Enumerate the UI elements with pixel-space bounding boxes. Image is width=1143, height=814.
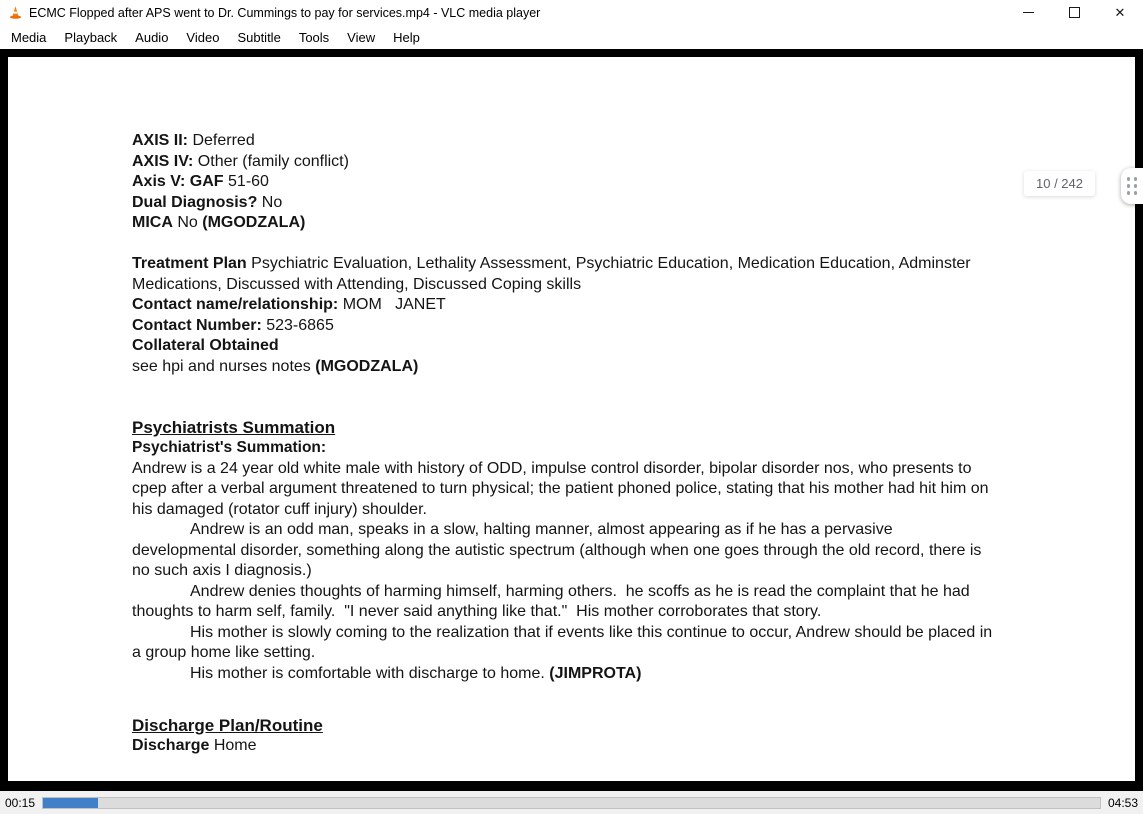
summation-paragraph: His mother is comfortable with discharge to home. (JIMPROTA) bbox=[190, 664, 642, 682]
axis-iv-line: AXIS IV: Other (family conflict) bbox=[132, 152, 349, 170]
maximize-icon bbox=[1069, 7, 1080, 18]
collateral-line: Collateral Obtained bbox=[132, 337, 279, 354]
contact-number-line: Contact Number: 523-6865 bbox=[132, 316, 334, 334]
window-controls bbox=[1005, 0, 1143, 25]
summation-heading: Psychiatrists Summation bbox=[132, 418, 336, 437]
menu-view[interactable]: View bbox=[347, 29, 376, 45]
titlebar bbox=[0, 0, 1143, 25]
document-content bbox=[8, 57, 1135, 757]
duration-time: 04:53 bbox=[1107, 795, 1138, 810]
menu-tools[interactable]: Tools bbox=[298, 29, 330, 45]
vlc-cone-icon bbox=[7, 5, 23, 21]
document-page bbox=[8, 57, 1135, 781]
seek-bar[interactable] bbox=[42, 797, 1101, 809]
maximize-button[interactable] bbox=[1051, 0, 1097, 25]
hpi-notes-line: see hpi and nurses notes (MGODZALA) bbox=[132, 357, 419, 375]
elapsed-time: 00:15 bbox=[5, 795, 36, 810]
summation-paragraph: Andrew is an odd man, speaks in a slow, halting manner, almost appearing as if he has a pervasive developmental disorder, something along the autistic spectrum (although when one goes through the old record, there is no such axis I diagnosis.) bbox=[132, 521, 986, 579]
dual-diagnosis-line: Dual Diagnosis? No bbox=[132, 193, 283, 211]
seek-progress bbox=[43, 798, 98, 808]
minimize-icon bbox=[1023, 12, 1034, 13]
video-surface[interactable] bbox=[0, 49, 1143, 791]
window-title: ECMC Flopped after APS went to Dr. Cummings to pay for services.mp4 - VLC media player bbox=[29, 5, 541, 20]
menu-subtitle[interactable]: Subtitle bbox=[237, 29, 281, 45]
summation-paragraph: Andrew denies thoughts of harming himself, harming others. he scoffs as he is read the complaint that he had thoughts to harm self, family. "I never said anything like that." His mother corroborates that story. bbox=[132, 582, 975, 620]
close-button[interactable]: ✕ bbox=[1114, 4, 1126, 20]
menubar bbox=[0, 25, 1143, 49]
menu-media[interactable]: Media bbox=[11, 29, 47, 45]
menu-help[interactable]: Help bbox=[393, 29, 420, 45]
minimize-button[interactable] bbox=[1005, 0, 1051, 25]
page-indicator: 10 / 242 bbox=[1024, 171, 1095, 196]
discharge-heading: Discharge Plan/Routine bbox=[132, 716, 323, 735]
axis-v-line: Axis V: GAF 51-60 bbox=[132, 173, 269, 190]
summation-paragraph: His mother is slowly coming to the realization that if events like this continue to occur, Andrew should be placed in a group home like setting. bbox=[132, 623, 997, 661]
seek-row bbox=[0, 791, 1143, 814]
mica-line: MICA No (MGODZALA) bbox=[132, 214, 306, 231]
summation-paragraph: Andrew is a 24 year old white male with history of ODD, impulse control disorder, bipolar disorder nos, who presents to cpep after a verbal argument threatened to turn physical; the patient phoned police, stating that his mother had hit him on his damaged (rotator cuff injury) shoulder. bbox=[132, 459, 993, 518]
treatment-plan-line: Treatment Plan Psychiatric Evaluation, Lethality Assessment, Psychiatric Education, Medication Education, Adminster Medications, Discussed with Attending, Discussed Coping skills bbox=[132, 255, 976, 293]
menu-video[interactable]: Video bbox=[186, 29, 220, 45]
summation-subheading: Psychiatrist's Summation: bbox=[132, 439, 327, 456]
contact-name-line: Contact name/relationship: MOM JANET bbox=[132, 296, 446, 313]
menu-playback[interactable]: Playback bbox=[64, 29, 118, 45]
drag-handle-icon[interactable] bbox=[1121, 168, 1143, 204]
discharge-line: Discharge Home bbox=[132, 737, 257, 754]
menu-audio[interactable]: Audio bbox=[135, 29, 169, 45]
axis-ii-line: AXIS II: Deferred bbox=[132, 132, 255, 149]
